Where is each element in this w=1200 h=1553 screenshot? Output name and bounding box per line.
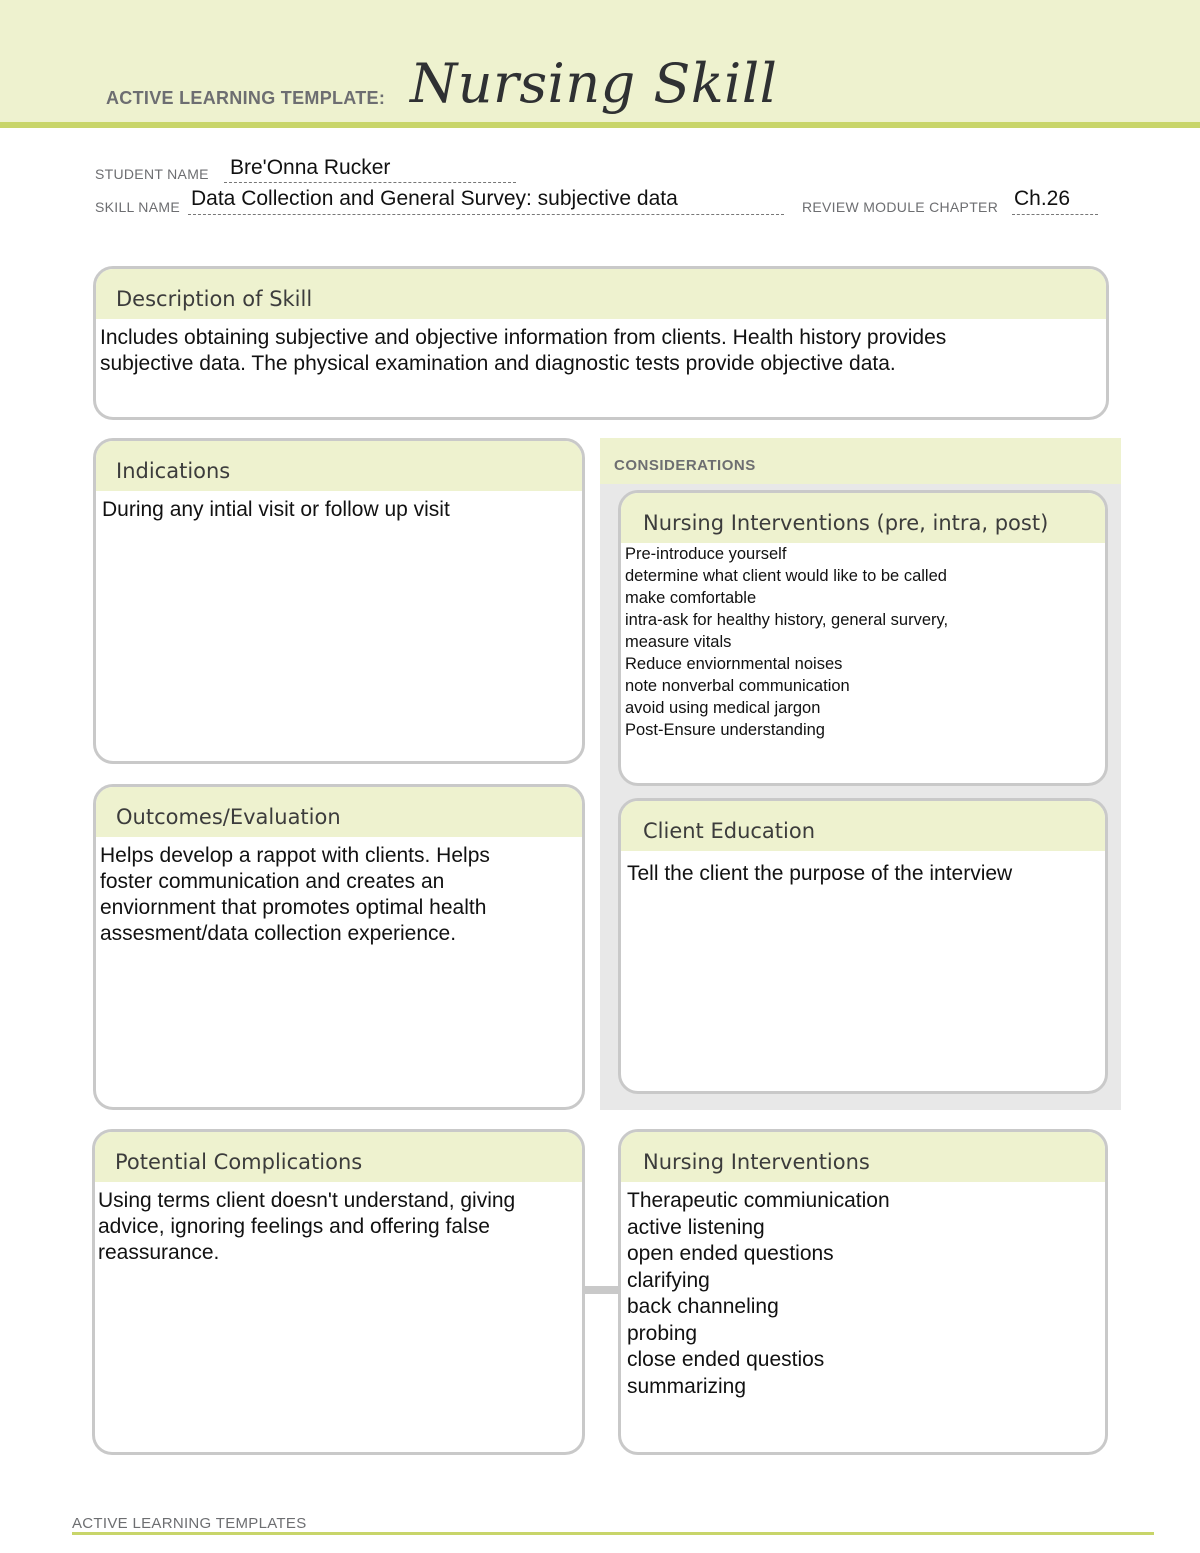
indications-box [93,438,585,764]
client-education-title: Client Education [621,801,1105,851]
description-text[interactable]: Includes obtaining subjective and objective information from clients. Health history provides subjective data. The physical examination and diagnostic tests provide objective data. [100,326,947,375]
complications-text[interactable]: Using terms client doesn't understand, giving advice, ignoring feelings and offering false reassurance. [98,1189,516,1264]
description-title: Description of Skill [96,269,1106,319]
connector-bar [582,1286,622,1294]
description-box [93,266,1109,420]
student-name-value[interactable]: Bre'Onna Rucker [230,156,391,179]
review-module-label: REVIEW MODULE CHAPTER [802,199,999,215]
indications-text[interactable]: During any intial visit or follow up visit [102,498,450,521]
footer-rule [72,1532,1154,1535]
student-name-label: STUDENT NAME [95,166,209,182]
complications-title: Potential Complications [95,1132,582,1182]
skill-name-label: SKILL NAME [95,199,180,215]
client-education-box [618,798,1108,1094]
footer-label: ACTIVE LEARNING TEMPLATES [72,1515,307,1532]
review-module-value[interactable]: Ch.26 [1014,187,1071,210]
template-label: ACTIVE LEARNING TEMPLATE: [106,88,386,108]
nursing-interventions-pip-text[interactable]: Pre-introduce yourself determine what client would like to be called make comfortable intra-ask for healthy history, general survery, measure vitals Reduce enviornmental noises note nonverbal communication avoid using medical jargon Post-Ensure understanding [625,545,949,739]
nursing-interventions-pip-title: Nursing Interventions (pre, intra, post) [621,493,1105,543]
skill-name-value[interactable]: Data Collection and General Survey: subjective data [191,187,678,210]
nursing-interventions-box [618,1129,1108,1455]
nursing-interventions-text[interactable]: Therapeutic commiunication active listening open ended questions clarifying back channeling probing close ended questios summarizing [627,1189,890,1398]
outcomes-box [93,784,585,1110]
template-title: Nursing Skill [410,52,778,115]
review-module-line [1012,214,1098,215]
header-rule [0,122,1200,128]
nursing-interventions-pip-box [618,490,1108,786]
indications-title: Indications [96,441,582,491]
outcomes-text[interactable]: Helps develop a rappot with clients. Helps foster communication and creates an enviornment that promotes optimal health assesment/data collection experience. [100,844,490,945]
student-name-line [224,182,516,183]
outcomes-title: Outcomes/Evaluation [96,787,582,837]
considerations-label: CONSIDERATIONS [614,457,756,474]
client-education-text[interactable]: Tell the client the purpose of the interview [627,862,1013,885]
nursing-interventions-title: Nursing Interventions [621,1132,1105,1182]
complications-box [92,1129,585,1455]
skill-name-line [188,214,784,215]
